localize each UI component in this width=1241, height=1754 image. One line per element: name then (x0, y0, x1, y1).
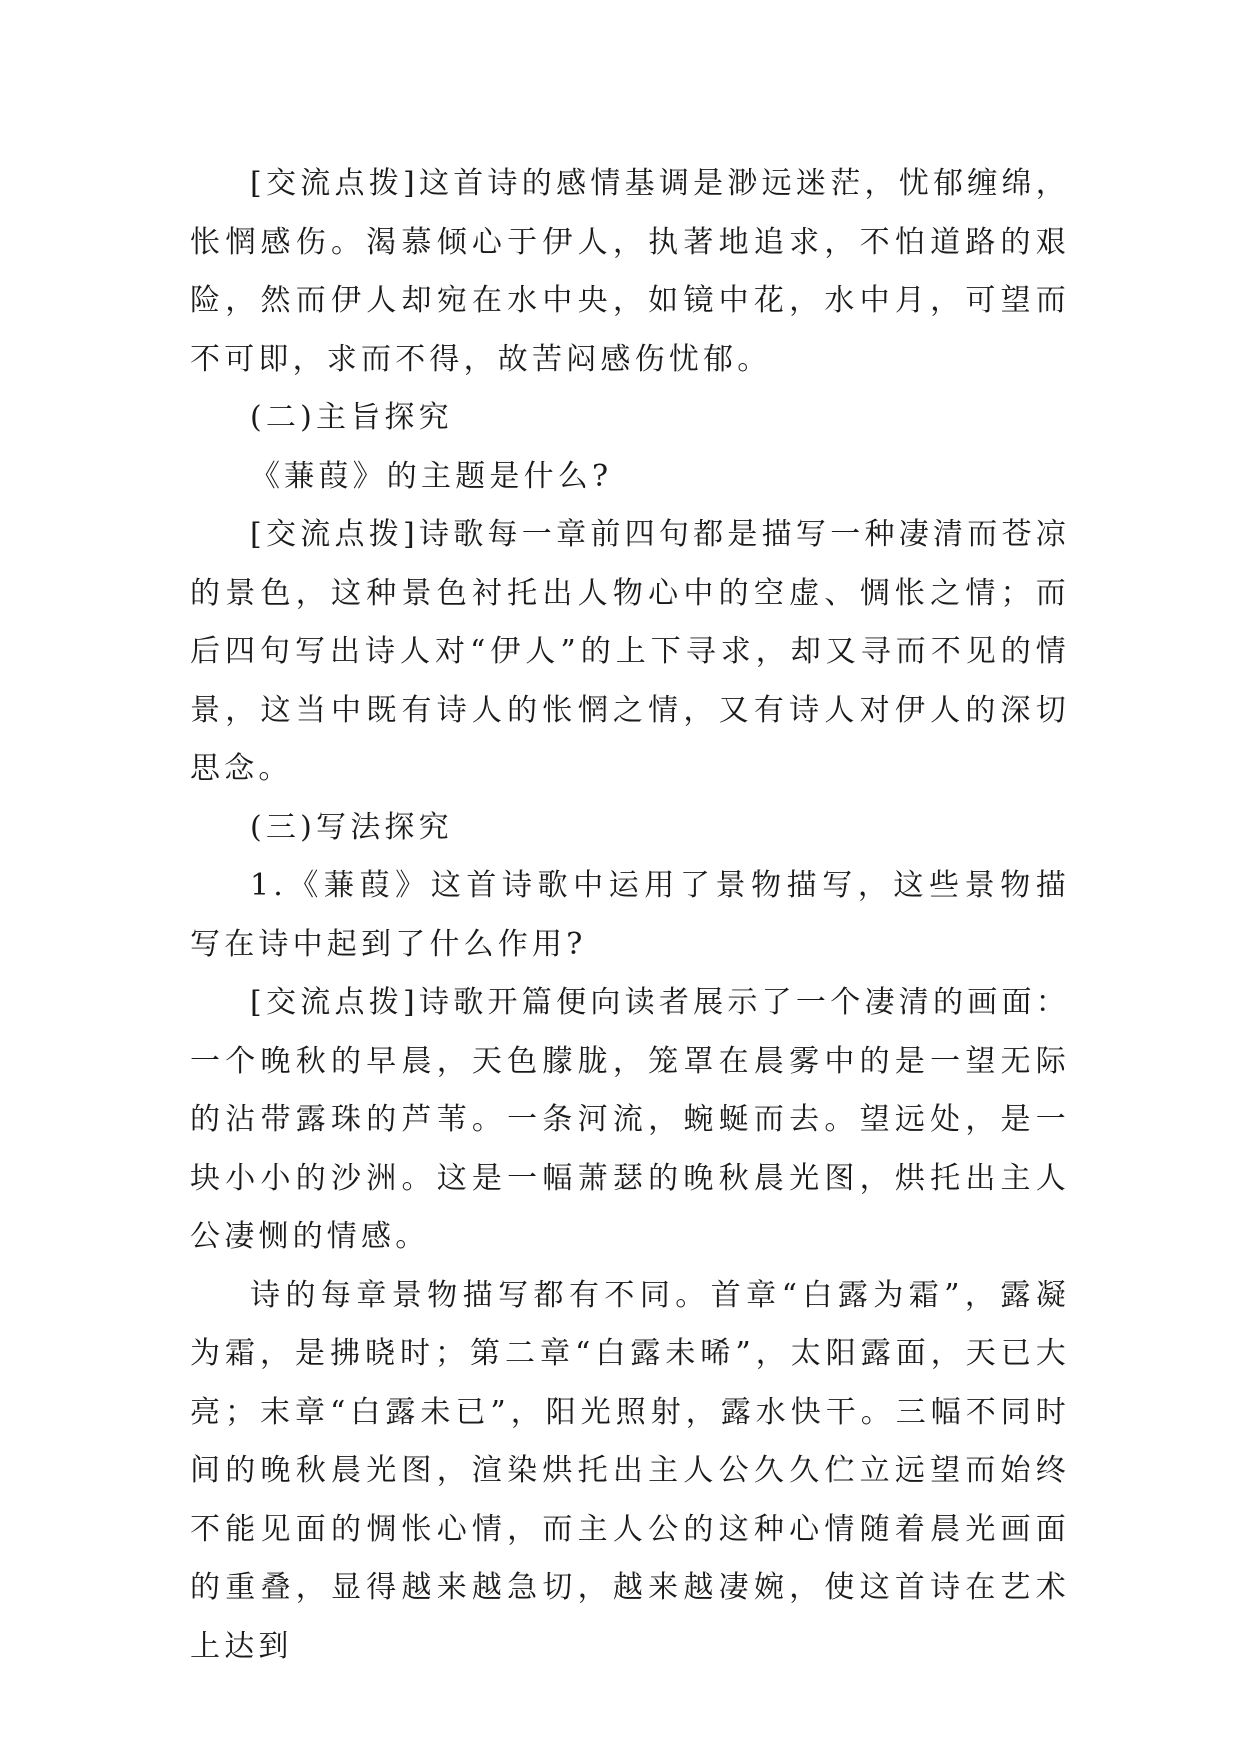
question-scenery: 1.《蒹葭》这首诗歌中运用了景物描写，这些景物描写在诗中起到了什么作用? (190, 868, 1070, 962)
question-theme: 《蒹葭》的主题是什么? (250, 458, 613, 494)
section-heading-writing: (三)写法探究 (250, 809, 453, 845)
paragraph-exchange-tip-3: [交流点拨]诗歌开篇便向读者展示了一个凄清的画面：一个晚秋的早晨，天色朦胧，笼罩在晨雾中的是一望无际的沾带露珠的芦苇。一条河流，蜿蜒而去。望远处，是一块小小的沙洲。这是一幅萧瑟的晚秋晨光图，烘托出主人公凄恻的情感。 (190, 985, 1070, 1254)
paragraph-scenery-analysis: 诗的每章景物描写都有不同。首章“白露为霜”，露凝为霜，是拂晓时；第二章“白露未晞”，太阳露面，天已大亮；末章“白露未已”，阳光照射，露水快干。三幅不同时间的晚秋晨光图，渲染烘托出主人公久久伫立远望而始终不能见面的惆怅心情，而主人公的这种心情随着晨光画面的重叠，显得越来越急切，越来越凄婉，使这首诗在艺术上达到 (190, 1277, 1070, 1664)
paragraph-exchange-tip-2: [交流点拨]诗歌每一章前四句都是描写一种凄清而苍凉的景色，这种景色衬托出人物心中的空虚、惆怅之情；而后四句写出诗人对“伊人”的上下寻求，却又寻而不见的情景，这当中既有诗人的怅惘之情，又有诗人对伊人的深切思念。 (190, 517, 1070, 786)
document-body (190, 155, 1070, 1676)
section-heading-theme: (二)主旨探究 (250, 400, 453, 435)
paragraph-exchange-tip-1: [交流点拨]这首诗的感情基调是渺远迷茫，忧郁缠绵，怅惘感伤。渴慕倾心于伊人，执著地追求，不怕道路的艰险，然而伊人却宛在水中央，如镜中花，水中月，可望而不可即，求而不得，故苦闷感伤忧郁。 (190, 166, 1070, 377)
